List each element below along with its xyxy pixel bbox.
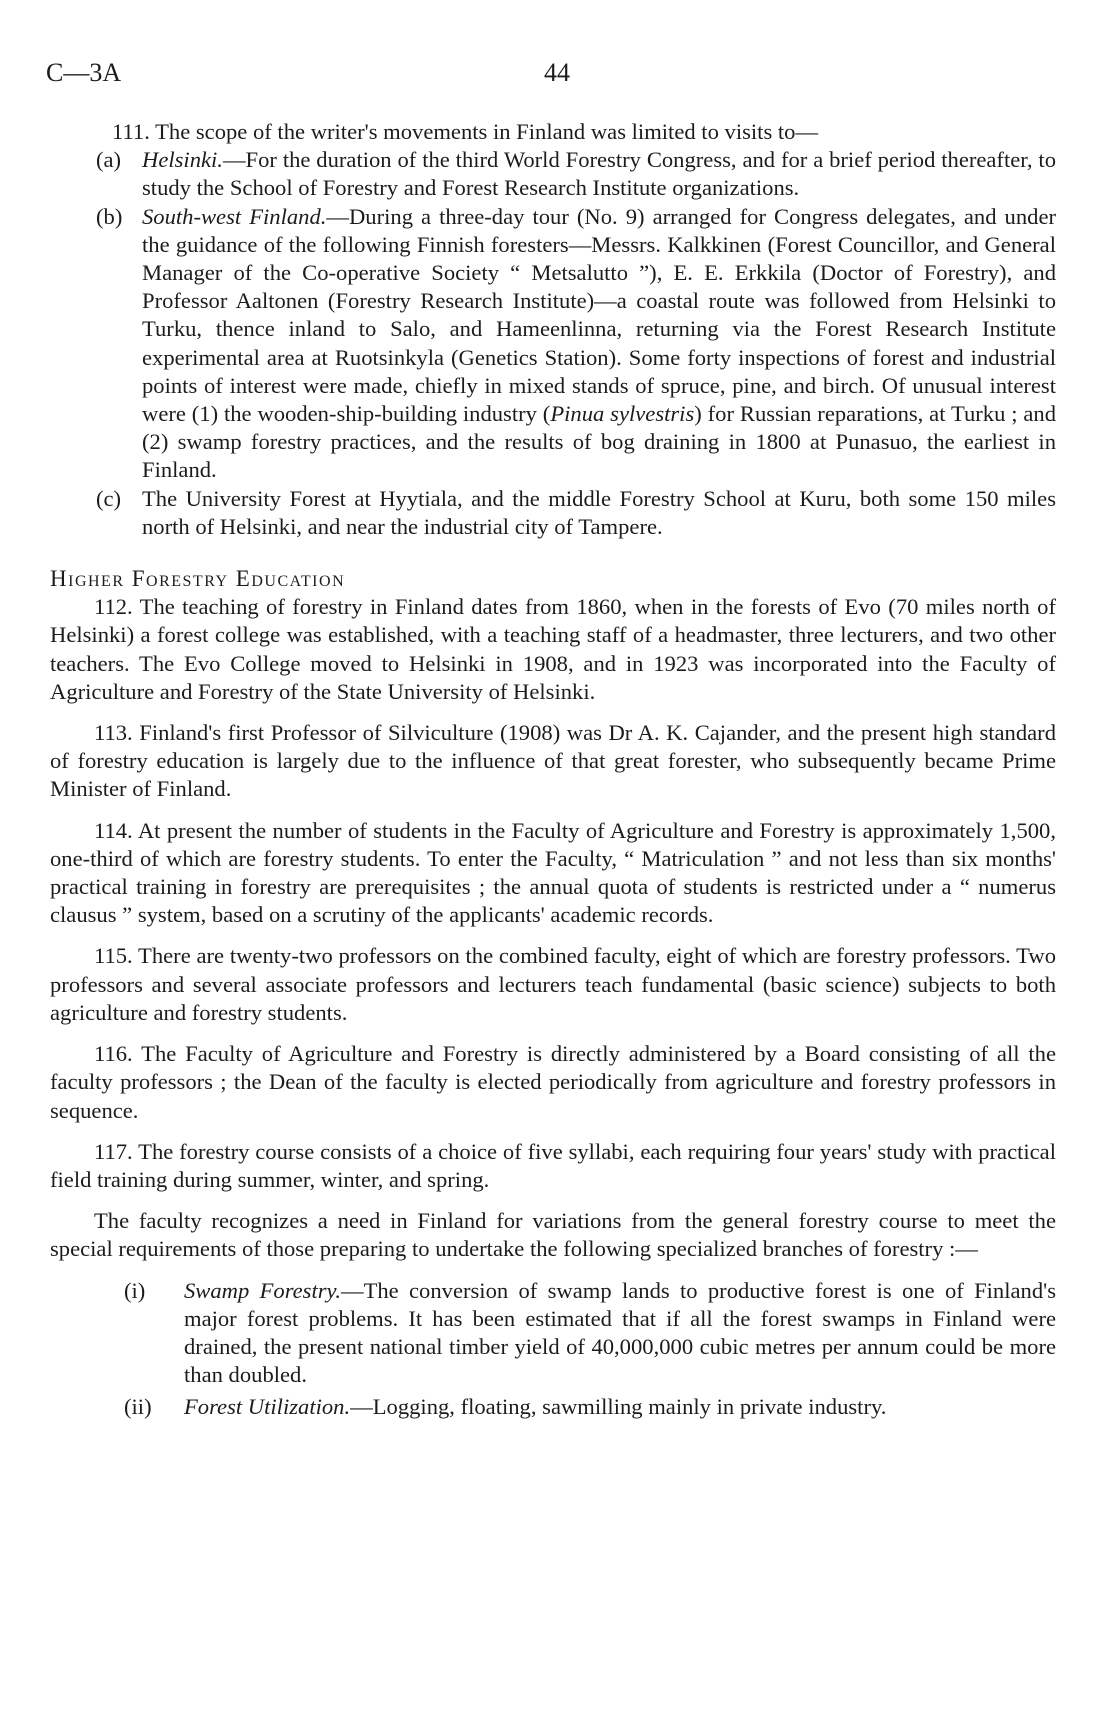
branch-text: —Logging, floating, sawmilling mainly in private industry. xyxy=(350,1394,887,1420)
item-text-continued: ) for Russian reparations, at Turku ; and (2) swamp forestry practices, and the results of bog draining in 1800 at Punasuo, the earliest in Finland. xyxy=(142,401,1056,483)
paragraph-116: 116. The Faculty of Agriculture and Forestry is directly administered by a Board consisting of all the faculty professors ; the Dean of the faculty is elected periodically from agriculture and forestry professors in sequence. xyxy=(50,1041,1056,1123)
item-text: The University Forest at Hyytiala, and the middle Forestry School at Kuru, both some 150 miles north of Helsinki, and near the industrial city of Tampere. xyxy=(142,485,1056,539)
paragraph-117-continued: The faculty recognizes a need in Finland for variations from the general forestry course to meet the special requirements of those preparing to undertake the following specialized branches of forestry :— xyxy=(50,1208,1056,1262)
visit-item-a xyxy=(50,146,1056,202)
paragraph-114: 114. At present the number of students in the Faculty of Agriculture and Forestry is approximately 1,500, one-third of which are forestry students. To enter the Faculty, “ Matriculation ” and not less than six months' practical training in forestry are prerequisites ; the annual quota of students is restricted under a “ numerus clausus ” system, based on a scrutiny of the applicants' academic records. xyxy=(50,817,1056,928)
item-text: —For the duration of the third World Forestry Congress, and for a brief period thereafter, to study the School of Forestry and Forest Research Institute organizations. xyxy=(142,147,1056,201)
section-heading: Higher Forestry Education xyxy=(50,566,346,592)
branch-item-i xyxy=(50,1277,1056,1390)
paragraph-115: 115. There are twenty-two professors on the combined faculty, eight of which are forestry professors. Two professors and several associate professors and lecturers teach fundamental (basic science) subjects to both agriculture and forestry students. xyxy=(50,943,1056,1025)
branch-title: Forest Utilization. xyxy=(184,1394,351,1420)
page-number: 44 xyxy=(544,58,570,87)
page-header xyxy=(46,58,1068,98)
branch-marker: (ii) xyxy=(124,1394,152,1420)
item-title: Helsinki. xyxy=(142,147,223,173)
document-reference: C—3A xyxy=(46,58,122,87)
paragraph-117: 117. The forestry course consists of a choice of five syllabi, each requiring four years' study with practical field training during summer, winter, and spring. xyxy=(50,1138,1056,1192)
branch-item-ii xyxy=(50,1393,1056,1421)
paragraph-112: 112. The teaching of forestry in Finland dates from 1860, when in the forests of Evo (70 miles north of Helsinki) a forest college was established, with a teaching staff of a headmaster, three lecturers, and two other teachers. The Evo College moved to Helsinki in 1908, and in 1923 was incorporated into the Faculty of Agriculture and Forestry of the State University of Helsinki. xyxy=(50,594,1056,704)
branch-marker: (i) xyxy=(124,1277,146,1303)
item-title: South-west Finland. xyxy=(142,203,327,229)
visit-item-c xyxy=(50,485,1056,541)
item-marker: (b) xyxy=(96,203,123,229)
visit-item-b xyxy=(50,203,1056,485)
item-text: —During a three-day tour (No. 9) arranged for Congress delegates, and under the guidance of the following Finnish foresters—Messrs. Kalkkinen (Forest Councillor, and General Manager of the Co-operative Society “ Metsalutto ”), E. E. Erkkila (Doctor of Forestry), and Professor Aaltonen (Forestry Research Institute)—a coastal route was followed from Helsinki to Turku, thence inland to Salo, and Hameenlinna, returning via the Forest Research Institute experimental area at Ruotsinkyla (Genetics Station). Some forty inspections of forest and industrial points of interest were made, chiefly in mixed stands of spruce, pine, and birch. Of unusual interest were (1) the wooden-ship-building industry ( xyxy=(142,203,1056,427)
page-body xyxy=(50,118,1056,1422)
item-marker: (a) xyxy=(96,147,122,173)
branch-text: —The conversion of swamp lands to productive forest is one of Finland's major forest problems. It has been estimated that if all the forest swamps in Finland were drained, the present national timber yield of 40,000,000 cubic metres per annum could be more than doubled. xyxy=(184,1277,1056,1388)
paragraph-113: 113. Finland's first Professor of Silviculture (1908) was Dr A. K. Cajander, and the present high standard of forestry education is largely due to the influence of that great forester, who subsequently became Prime Minister of Finland. xyxy=(50,720,1056,802)
species-name: Pinua sylvestris xyxy=(550,401,695,427)
branch-title: Swamp Forestry. xyxy=(184,1277,341,1303)
item-marker: (c) xyxy=(96,485,122,511)
paragraph-111-lead: 111. The scope of the writer's movements in Finland was limited to visits to— xyxy=(112,119,819,144)
